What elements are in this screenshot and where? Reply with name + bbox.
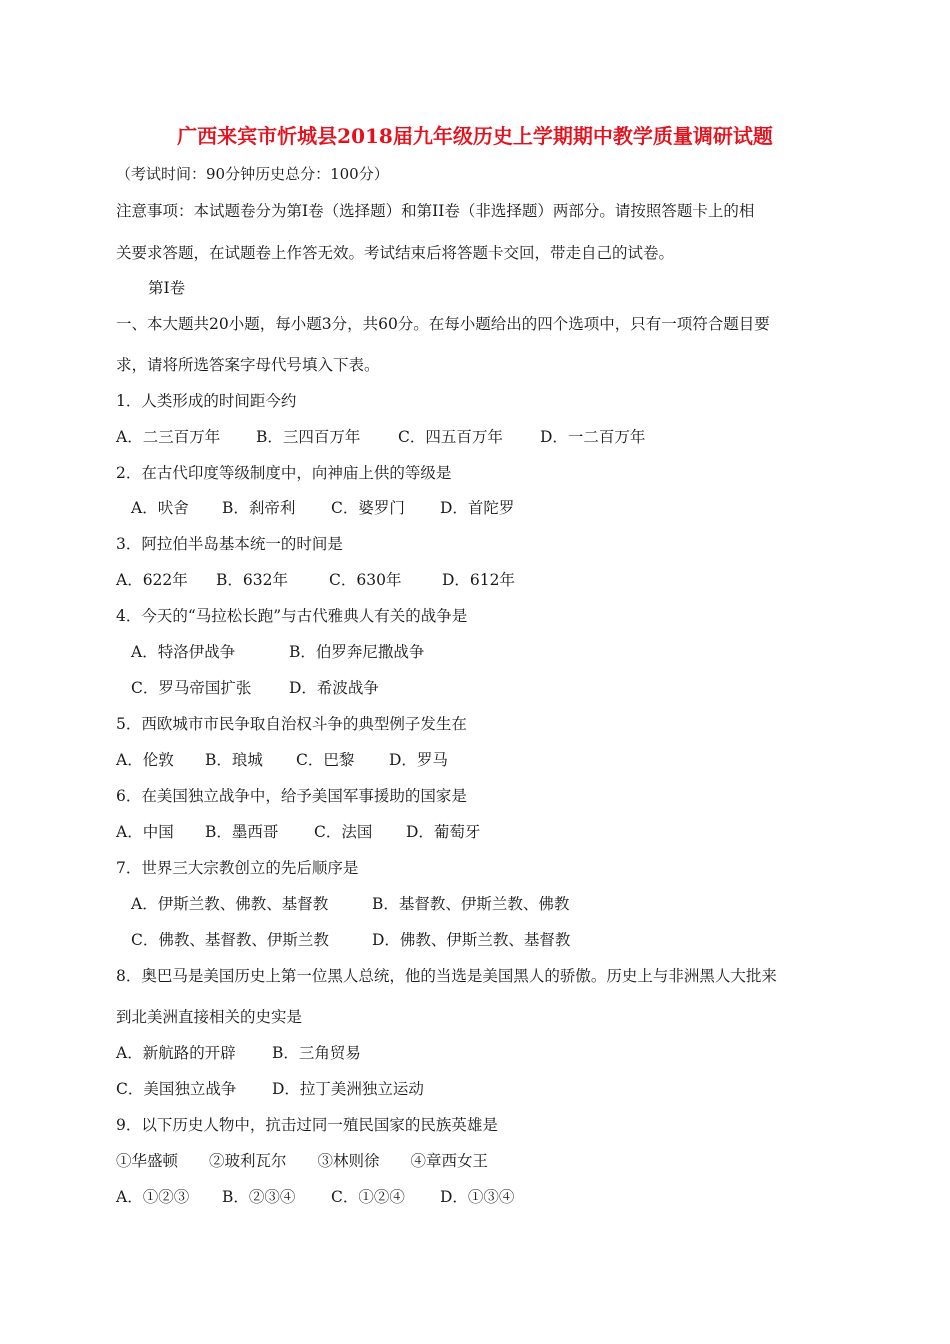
question-3-option-b: B．632年 (216, 571, 288, 589)
instructions-line-1: 一、本大题共20小题，每小题3分，共60分。在每小题给出的四个选项中，只有一项符合题目要 (116, 315, 770, 333)
question-3-stem: 3．阿拉伯半岛基本统一的时间是 (116, 535, 343, 553)
question-8-option-a: A．新航路的开辟 (116, 1044, 236, 1062)
notice-line-2: 关要求答题，在试题卷上作答无效。考试结束后将答题卡交回，带走自己的试卷。 (116, 244, 675, 262)
instructions-line-2: 求，请将所选答案字母代号填入下表。 (116, 356, 380, 374)
question-4-option-a: A．特洛伊战争 (131, 643, 236, 661)
question-8-stem-line-2: 到北美洲直接相关的史实是 (116, 1008, 303, 1026)
question-2-option-a: A．吠舍 (131, 499, 189, 517)
question-7-option-a: A．伊斯兰教、佛教、基督教 (131, 895, 329, 913)
question-9-option-a: A．①②③ (116, 1188, 190, 1206)
question-8-option-c: C．美国独立战争 (116, 1080, 237, 1098)
question-4-stem: 4．今天的“马拉松长跑”与古代雅典人有关的战争是 (116, 607, 468, 625)
question-7-stem: 7．世界三大宗教创立的先后顺序是 (116, 859, 359, 877)
question-3-option-a: A．622年 (116, 571, 188, 589)
question-2-option-c: C．婆罗门 (331, 499, 405, 517)
question-5-stem: 5．西欧城市市民争取自治权斗争的典型例子发生在 (116, 715, 467, 733)
question-3-option-c: C．630年 (329, 571, 402, 589)
exam-info: （考试时间：90分钟历史总分：100分） (116, 165, 389, 183)
question-3-option-d: D．612年 (442, 571, 516, 589)
question-5-option-d: D．罗马 (389, 751, 448, 769)
notice-line-1: 注意事项：本试题卷分为第Ⅰ卷（选择题）和第II卷（非选择题）两部分。请按照答题卡上的相 (116, 202, 755, 220)
question-6-option-c: C．法国 (314, 823, 373, 841)
question-9-option-c: C．①②④ (331, 1188, 405, 1206)
question-2-option-d: D．首陀罗 (440, 499, 515, 517)
question-4-option-b: B．伯罗奔尼撒战争 (289, 643, 425, 661)
question-8-option-d: D．拉丁美洲独立运动 (272, 1080, 424, 1098)
question-6-option-b: B．墨西哥 (205, 823, 279, 841)
question-5-option-a: A．伦敦 (116, 751, 174, 769)
question-8-option-b: B．三角贸易 (272, 1044, 361, 1062)
section-label: 第Ⅰ卷 (148, 279, 186, 297)
question-9-option-b: B．②③④ (222, 1188, 296, 1206)
question-4-option-c: C．罗马帝国扩张 (131, 679, 252, 697)
question-9-choices: ①华盛顿 ②玻利瓦尔 ③林则徐 ④章西女王 (116, 1152, 489, 1170)
question-4-option-d: D．希波战争 (289, 679, 379, 697)
question-5-option-c: C．巴黎 (296, 751, 355, 769)
question-2-stem: 2．在古代印度等级制度中，向神庙上供的等级是 (116, 464, 452, 482)
question-6-option-d: D．葡萄牙 (406, 823, 481, 841)
question-9-option-d: D．①③④ (440, 1188, 515, 1206)
question-1-option-c: C．四五百万年 (398, 428, 503, 446)
question-9-stem: 9．以下历史人物中，抗击过同一殖民国家的民族英雄是 (116, 1116, 498, 1134)
question-8-stem-line-1: 8．奥巴马是美国历史上第一位黑人总统，他的当选是美国黑人的骄傲。历史上与非洲黑人大批来 (116, 967, 777, 985)
question-7-option-b: B．基督教、伊斯兰教、佛教 (372, 895, 570, 913)
question-1-option-d: D．一二百万年 (540, 428, 646, 446)
question-1-option-b: B．三四百万年 (256, 428, 361, 446)
question-1-option-a: A．二三百万年 (116, 428, 221, 446)
question-7-option-d: D．佛教、伊斯兰教、基督教 (372, 931, 571, 949)
question-1-stem: 1．人类形成的时间距今约 (116, 392, 297, 410)
question-6-option-a: A．中国 (116, 823, 174, 841)
question-6-stem: 6．在美国独立战争中，给予美国军事援助的国家是 (116, 787, 467, 805)
question-2-option-b: B．刹帝利 (222, 499, 296, 517)
question-7-option-c: C．佛教、基督教、伊斯兰教 (131, 931, 329, 949)
question-5-option-b: B．琅城 (205, 751, 263, 769)
exam-title: 广西来宾市忻城县2018届九年级历史上学期期中教学质量调研试题 (177, 124, 773, 148)
